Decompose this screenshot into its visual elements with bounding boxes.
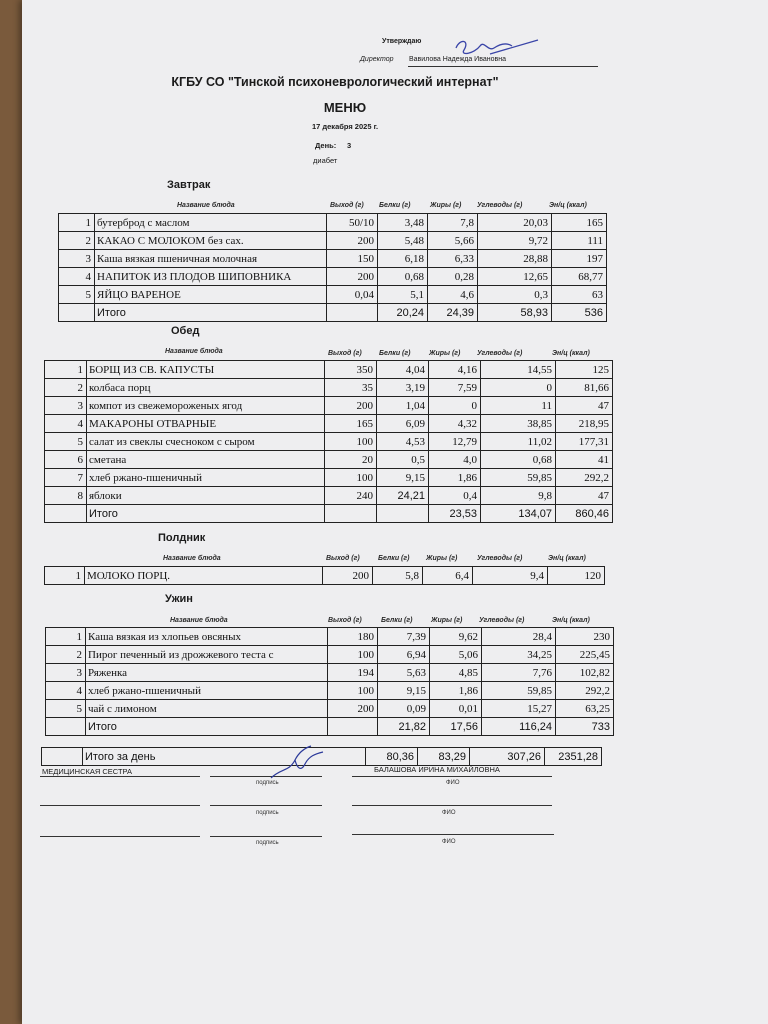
col-header-name: Название блюда — [163, 555, 221, 562]
signature-line — [40, 776, 200, 777]
fio-caption: ФИО — [442, 839, 456, 845]
col-header-energy: Эн/ц (ккал) — [549, 202, 587, 209]
snack-table — [44, 566, 605, 585]
institution-name: КГБУ СО "Тинской психоневрологический интернат" — [171, 75, 499, 89]
col-header-fat: Жиры (г) — [430, 202, 462, 209]
table-row: 5 ЯЙЦО ВАРЕНОЕ 0,04 5,1 4,6 0,3 63 — [59, 286, 607, 304]
table-row: 1 Каша вязкая из хлопьев овсяных 180 7,39 9,62 28,4 230 — [46, 628, 614, 646]
document-page — [22, 0, 768, 1024]
dinner-table — [45, 627, 614, 736]
nurse-role: МЕДИЦИНСКАЯ СЕСТРА — [42, 767, 133, 776]
col-header-protein: Белки (г) — [378, 555, 410, 562]
signature-line — [40, 836, 200, 837]
table-row: 1 МОЛОКО ПОРЦ. 200 5,8 6,4 9,4 120 — [45, 567, 605, 585]
table-row: 6 сметана 20 0,5 4,0 0,68 41 — [45, 451, 613, 469]
day-total-row: Итого за день 80,36 83,29 307,26 2351,28 — [42, 748, 602, 766]
col-header-yield: Выход (г) — [326, 555, 360, 562]
diet-type: диабет — [313, 156, 338, 165]
col-header-carbs: Углеводы (г) — [477, 555, 523, 562]
table-row: 5 чай с лимоном 200 0,09 0,01 15,27 63,25 — [46, 700, 614, 718]
col-header-protein: Белки (г) — [379, 202, 411, 209]
approval-label: Утверждаю — [382, 38, 422, 45]
signature-line — [210, 836, 322, 837]
col-header-name: Название блюда — [165, 348, 223, 355]
nurse-signature — [267, 742, 327, 782]
approval-underline — [408, 66, 598, 67]
table-row: 4 МАКАРОНЫ ОТВАРНЫЕ 165 6,09 4,32 38,85 218,95 — [45, 415, 613, 433]
day-value: 3 — [347, 141, 352, 150]
col-header-fat: Жиры (г) — [431, 617, 463, 624]
col-header-fat: Жиры (г) — [426, 555, 458, 562]
col-header-fat: Жиры (г) — [429, 350, 461, 357]
dinner-total-row: Итого 21,82 17,56 116,24 733 — [46, 718, 614, 736]
col-header-carbs: Углеводы (г) — [477, 350, 523, 357]
dinner-title: Ужин — [165, 593, 193, 605]
signature-line — [40, 805, 200, 806]
col-header-energy: Эн/ц (ккал) — [548, 555, 586, 562]
lunch-table — [44, 360, 613, 523]
sign-caption: подпись — [256, 840, 279, 846]
col-header-energy: Эн/ц (ккал) — [552, 617, 590, 624]
sign-caption: подпись — [256, 810, 279, 816]
table-row: 1 БОРЩ ИЗ СВ. КАПУСТЫ 350 4,04 4,16 14,55 125 — [45, 361, 613, 379]
col-header-yield: Выход (г) — [328, 617, 362, 624]
table-row: 5 салат из свеклы счесноком с сыром 100 4,53 12,79 11,02 177,31 — [45, 433, 613, 451]
breakfast-table — [58, 213, 607, 322]
col-header-name: Название блюда — [177, 202, 235, 209]
lunch-title: Обед — [171, 325, 200, 337]
table-row: 4 НАПИТОК ИЗ ПЛОДОВ ШИПОВНИКА 200 0,68 0,28 12,65 68,77 — [59, 268, 607, 286]
approval-name: Вавилова Надежда Ивановна — [409, 56, 506, 63]
breakfast-title: Завтрак — [167, 179, 211, 191]
table-row: 3 компот из свежемороженых ягод 200 1,04 0 11 47 — [45, 397, 613, 415]
nurse-name: БАЛАШОВА ИРИНА МИХАЙЛОВНА — [374, 765, 500, 774]
menu-date: 17 декабря 2025 г. — [311, 122, 379, 131]
snack-title: Полдник — [158, 532, 206, 544]
table-row: 1 бутерброд с маслом 50/10 3,48 7,8 20,03 165 — [59, 214, 607, 232]
fio-caption: ФИО — [446, 780, 460, 786]
signature-line — [352, 834, 554, 835]
col-header-energy: Эн/ц (ккал) — [552, 350, 590, 357]
director-signature — [450, 34, 540, 60]
table-row: 2 КАКАО С МОЛОКОМ без сах. 200 5,48 5,66 9,72 111 — [59, 232, 607, 250]
col-header-protein: Белки (г) — [379, 350, 411, 357]
signature-line — [352, 776, 552, 777]
breakfast-total-row: Итого 20,24 24,39 58,93 536 — [59, 304, 607, 322]
table-row: 8 яблоки 240 24,21 0,4 9,8 47 — [45, 487, 613, 505]
lunch-total-row: Итого 23,53 134,07 860,46 — [45, 505, 613, 523]
table-row: 3 Каша вязкая пшеничная молочная 150 6,18 6,33 28,88 197 — [59, 250, 607, 268]
table-row: 2 Пирог печенный из дрожжевого теста с 100 6,94 5,06 34,25 225,45 — [46, 646, 614, 664]
col-header-carbs: Углеводы (г) — [477, 202, 523, 209]
approval-position: Директор — [360, 56, 394, 63]
col-header-carbs: Углеводы (г) — [479, 617, 525, 624]
col-header-protein: Белки (г) — [381, 617, 413, 624]
table-row: 2 колбаса порц 35 3,19 7,59 0 81,66 — [45, 379, 613, 397]
sign-caption: подпись — [256, 780, 279, 786]
day-label: День: — [315, 141, 337, 150]
signature-line — [210, 805, 322, 806]
col-header-yield: Выход (г) — [330, 202, 364, 209]
fio-caption: ФИО — [442, 810, 456, 816]
col-header-name: Название блюда — [170, 617, 228, 624]
signature-line — [352, 805, 552, 806]
page-title: МЕНЮ — [323, 100, 367, 115]
table-row: 4 хлеб ржано-пшеничный 100 9,15 1,86 59,85 292,2 — [46, 682, 614, 700]
table-row: 3 Ряженка 194 5,63 4,85 7,76 102,82 — [46, 664, 614, 682]
table-row: 7 хлеб ржано-пшеничный 100 9,15 1,86 59,85 292,2 — [45, 469, 613, 487]
col-header-yield: Выход (г) — [328, 350, 362, 357]
